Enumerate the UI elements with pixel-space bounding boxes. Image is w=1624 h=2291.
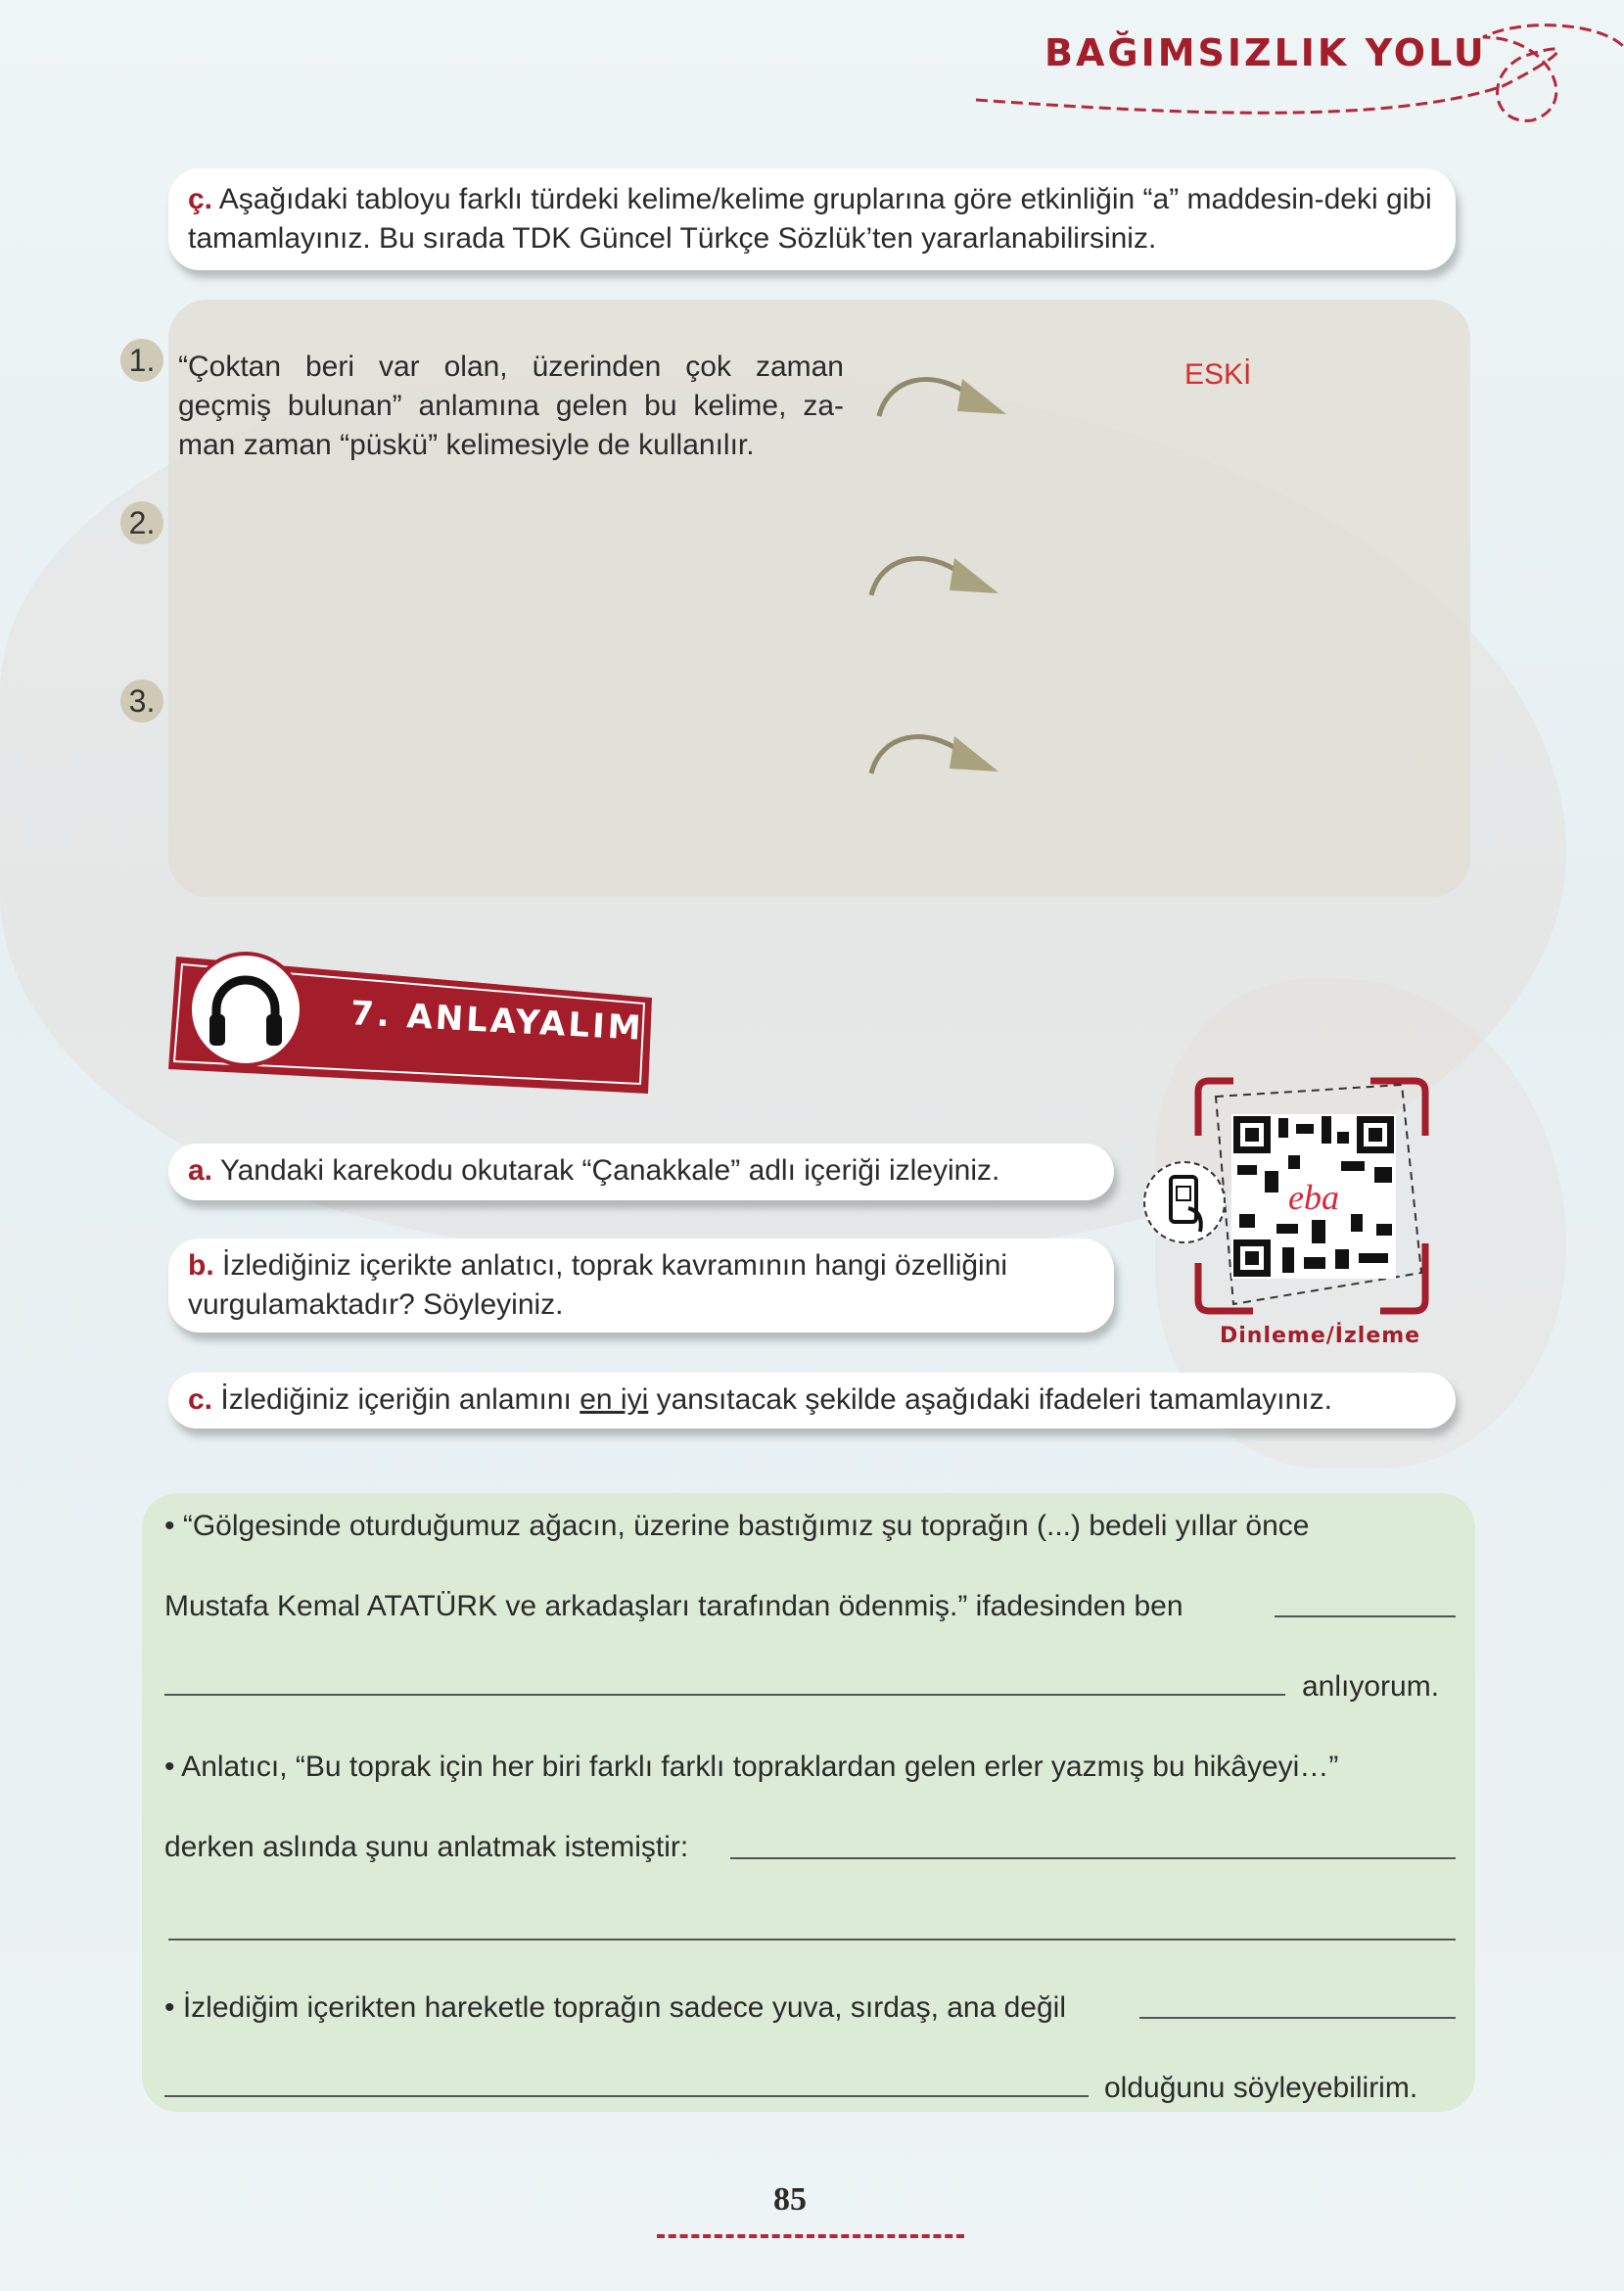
phone-scan-icon xyxy=(1143,1161,1226,1243)
answer-blank[interactable] xyxy=(1275,1615,1456,1617)
task-letter: a. xyxy=(188,1154,213,1187)
task-text: İzlediğiniz içerikte anlatıcı, toprak kavramının hangi özelliğini vurgulamaktadır? Söyleyiniz. xyxy=(188,1249,1008,1321)
task-letter: b. xyxy=(188,1249,214,1282)
page-number-underline xyxy=(657,2234,964,2238)
task-text: İzlediğiniz içeriğin anlamını xyxy=(220,1383,580,1416)
answer-blank[interactable] xyxy=(168,1939,1456,1940)
statement-1-line-2: Mustafa Kemal ATATÜRK ve arkadaşları tarafından ödenmiş.” ifadesinden ben xyxy=(164,1590,1183,1622)
headphones-icon xyxy=(188,952,303,1067)
answer-blank[interactable] xyxy=(164,1694,1285,1696)
task-b-box xyxy=(168,1239,1114,1333)
task-c-cedilla-box xyxy=(168,168,1456,270)
answer-blank[interactable] xyxy=(1139,2017,1456,2019)
curved-arrow-icon xyxy=(874,367,1011,421)
statement-1-line-1: • “Gölgesinde oturduğumuz ağacın, üzerine bastığımız şu toprağın (...) bedeli yıllar önce xyxy=(164,1510,1310,1542)
task-letter: c. xyxy=(188,1383,213,1416)
task-text: Yandaki karekodu okutarak “Çanakkale” adlı içeriği izleyiniz. xyxy=(219,1154,1000,1187)
task-letter: ç. xyxy=(188,183,213,215)
qr-code[interactable] xyxy=(1194,1077,1429,1315)
row-definition: “Çoktan beri var olan, üzerinden çok zaman geçmiş bulunan” anlamına gelen bu kelime, za-man zaman “püskü” kelimesiyle de kullanılır. xyxy=(178,351,844,461)
eba-logo: eba xyxy=(1288,1178,1339,1217)
answer-blank[interactable] xyxy=(164,2095,1089,2097)
statement-3-line-1: • İzlediğim içerikten hareketle toprağın sadece yuva, sırdaş, ana değil xyxy=(164,1991,1067,2024)
row-number: 2. xyxy=(120,501,163,544)
task-c-box xyxy=(168,1373,1456,1428)
answer-blank[interactable] xyxy=(730,1857,1456,1859)
dashed-path-decoration xyxy=(974,18,1624,125)
statement-2-line-1: • Anlatıcı, “Bu toprak için her biri farklı farklı topraklardan gelen erler yazmış bu hikâyeyi…” xyxy=(164,1751,1339,1783)
statement-3-end: olduğunu söyleyebilirim. xyxy=(1104,2072,1418,2104)
row-number: 1. xyxy=(120,339,163,382)
section-banner xyxy=(168,957,652,1094)
curved-arrow-icon xyxy=(866,546,1003,600)
task-text-underlined: en iyi xyxy=(580,1383,649,1416)
task-text: yansıtacak şekilde aşağıdaki ifadeleri tamamlayınız. xyxy=(648,1383,1332,1416)
page-number: 85 xyxy=(773,2181,807,2218)
row-number: 3. xyxy=(120,679,163,723)
curved-arrow-icon xyxy=(866,725,1003,778)
section-title: 7. ANLAYALIM xyxy=(349,994,645,1049)
row-answer: ESKİ xyxy=(1184,358,1252,391)
task-text: Aşağıdaki tabloyu farklı türdeki kelime/kelime gruplarına göre etkinliğin “a” maddesin-deki gibi tamamlayınız. Bu sırada TDK Güncel Türkçe Sözlük’ten yararlanabilirsiniz. xyxy=(188,183,1432,255)
statement-2-line-2: derken aslında şunu anlatmak istemiştir: xyxy=(164,1831,689,1863)
qr-caption: Dinleme/İzleme xyxy=(1220,1324,1421,1348)
header-title: BAĞIMSIZLIK YOLU xyxy=(1044,31,1487,74)
task-a-box xyxy=(168,1144,1114,1200)
statement-1-end: anlıyorum. xyxy=(1302,1670,1440,1703)
